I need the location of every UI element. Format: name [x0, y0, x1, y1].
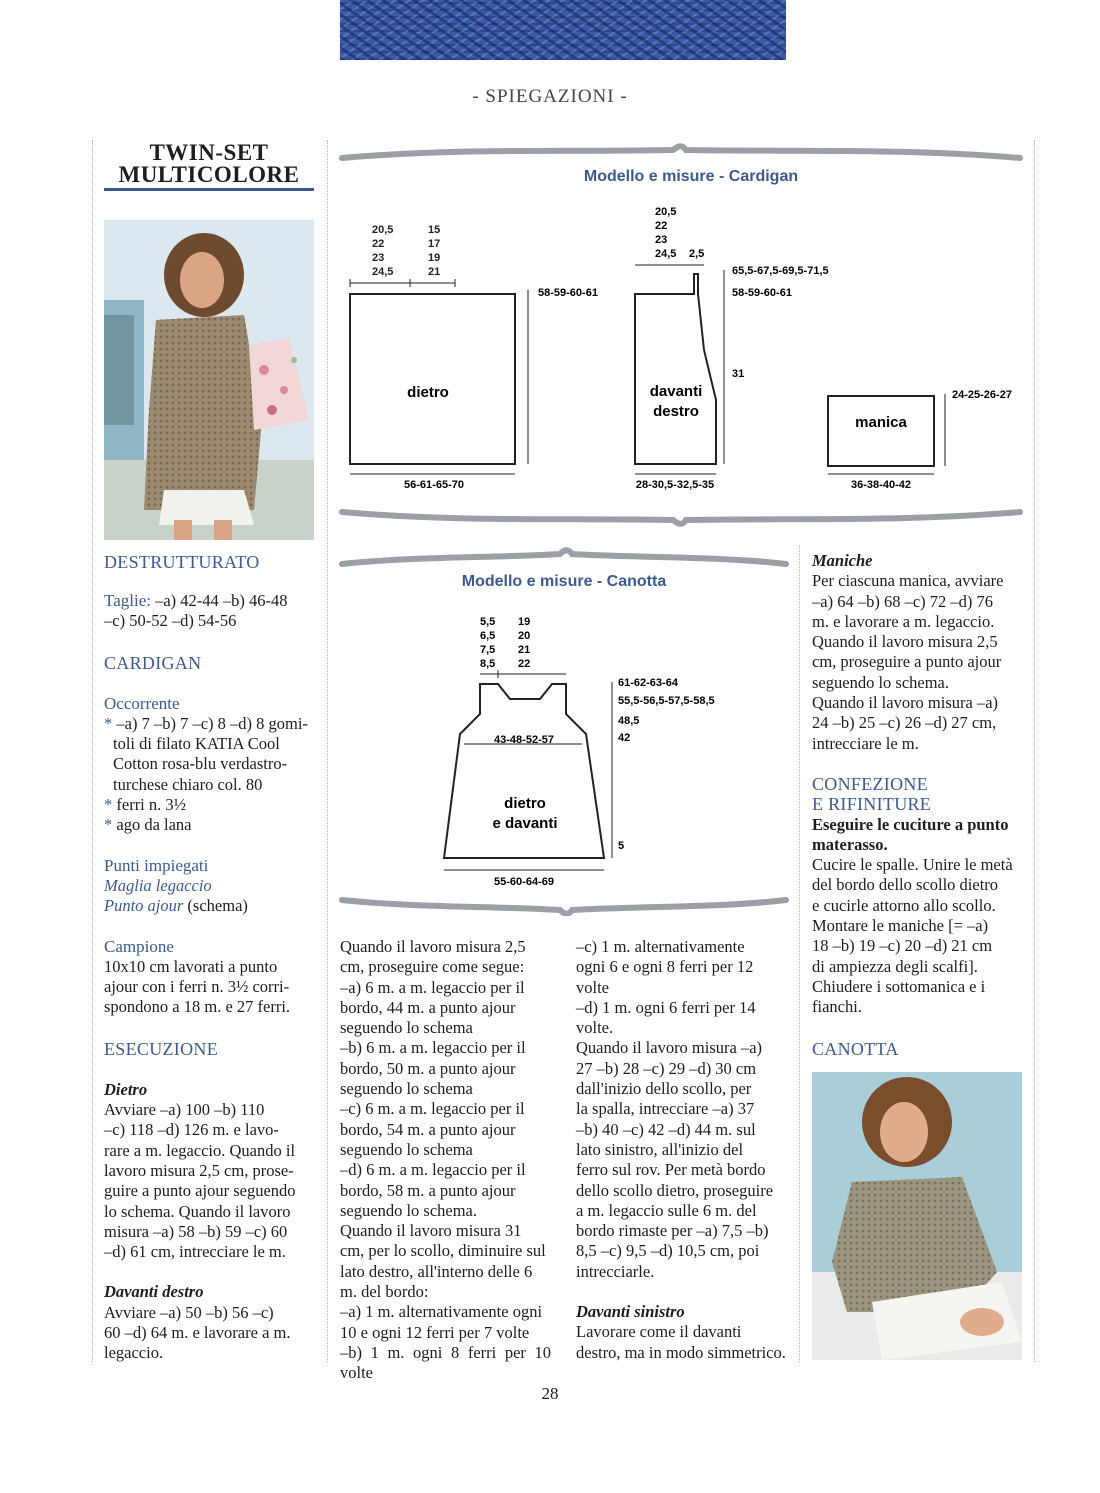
svg-text:28-30,5-32,5-35: 28-30,5-32,5-35: [635, 479, 715, 491]
svg-text:2,5: 2,5: [689, 248, 705, 260]
svg-text:58-59-60-61: 58-59-60-61: [538, 287, 598, 299]
sleeves-heading: Maniche: [812, 551, 873, 570]
svg-text:61-62-63-64: 61-62-63-64: [618, 677, 678, 689]
column-rule: [92, 140, 93, 1362]
canotta-photo: [812, 1072, 1022, 1360]
stitches-heading: Punti impiegati: [104, 855, 209, 875]
materials-heading: Occorrente: [104, 693, 180, 713]
svg-text:42: 42: [618, 732, 631, 744]
material-item: * ago da lana: [104, 815, 192, 835]
execution-heading: ESECUZIONE: [104, 1038, 218, 1059]
instructions-column-3: –c) 1 m. alternativamente ogni 6 e ogni 8 ferri per 12 volte –d) 1 m. ogni 6 ferri per 14 volte. Quando il lavoro misura –a) 27 –b) 28 –c) 29 –d) 30 cm dall'inizio dello scollo, per la spalla, intrecciare –a) 37 –b) 40 –c) 42 –d) 44 m. sul lato sinistro, all'inizio del ferro sul rov. Per metà bordo dello scollo dietro, proseguire a m. legaccio sulle 6 m. del bordo rimaste per –a) 7,5 –b) 8,5 –c) 9,5 –d) 10,5 cm, poi intrecciarle. Davanti sinistro Lavorare come il davanti destro, ma in modo simmetrico.: [576, 937, 786, 1362]
material-item: * ferri n. 3½: [104, 795, 187, 815]
stitch-item: Maglia legaccio: [104, 875, 212, 895]
svg-text:24-25-26-27: 24-25-26-27: [952, 389, 1012, 401]
svg-text:43-48-52-57: 43-48-52-57: [494, 734, 554, 746]
finishing-heading: CONFEZIONE: [812, 773, 928, 794]
svg-text:destro: destro: [653, 403, 699, 420]
svg-text:24,5: 24,5: [655, 248, 677, 260]
svg-text:davanti: davanti: [649, 383, 703, 400]
svg-text:36-38-40-42: 36-38-40-42: [851, 479, 911, 491]
left-front-heading: Davanti sinistro: [576, 1302, 685, 1322]
svg-text:65,5-67,5-69,5-71,5: 65,5-67,5-69,5-71,5: [732, 265, 829, 277]
canotta-diagram: [338, 544, 790, 916]
svg-text:31: 31: [732, 368, 745, 380]
instructions-column-2: Quando il lavoro misura 2,5 cm, proseguire come segue: –a) 6 m. a m. legaccio per il bordo, 44 m. a punto ajour seguendo lo schema –b) 6 m. a m. legaccio per il bordo, 50 m. a punto ajour seguendo lo schema –c) 6 m. a m. legaccio per il bordo, 54 m. a punto ajour seguendo lo schema –d) 6 m. a m. legaccio per il bordo, 58 m. a punto ajour seguendo lo schema. Quando il lavoro misura 31 cm, per lo scollo, diminuire sul lato destro, all'interno delle 6 m. del bordo: –a) 1 m. alternativamente ogni 10 e ogni 12 ferri per 7 volte –b) 1 m. ogni 8 ferri per 10 volte: [340, 937, 551, 1383]
svg-text:58-59-60-61: 58-59-60-61: [732, 287, 792, 299]
right-front-heading: Davanti destro: [104, 1282, 204, 1302]
svg-text:55-60-64-69: 55-60-64-69: [494, 876, 554, 888]
article-title: TWIN-SET MULTICOLORE: [118, 140, 300, 187]
svg-text:19: 19: [428, 252, 441, 264]
svg-text:5: 5: [618, 840, 625, 852]
svg-text:20,5: 20,5: [372, 224, 394, 236]
canotta-heading: CANOTTA: [812, 1038, 899, 1059]
diagram-title: Modello e misure - Cardigan: [583, 168, 799, 185]
svg-text:21: 21: [518, 644, 531, 656]
cardigan-diagram: [338, 140, 1024, 530]
right-column: Maniche Per ciascuna manica, avviare –a) 64 –b) 68 –c) 72 –d) 76 m. e lavorare a m. legaccio. Quando il lavoro misura 2,5 cm, proseguire a punto ajour seguendo lo schema. Quando il lavoro misura –a) 24 –b) 25 –c) 26 –d) 27 cm, intrecciare le m. CONFEZIONE E RIFINITURE Eseguire le cuciture a punto materasso. Cucire le spalle. Unire le metà del bordo dello scollo dietro e cucirle attorno allo scollo. Montare le maniche [= –a) 18 –b) 19 –c) 20 –d) 21 cm di ampiezza degli scalfi]. Chiudere i sottomanica e i fianchi. CANOTTA: [812, 551, 1024, 1060]
svg-text:55,5-56,5-57,5-58,5: 55,5-56,5-57,5-58,5: [618, 695, 715, 707]
cardigan-photo: [104, 220, 314, 540]
page-number: 28: [541, 1384, 559, 1403]
svg-text:8,5: 8,5: [480, 658, 496, 670]
column-rule: [799, 545, 800, 1362]
svg-text:manica: manica: [855, 414, 907, 431]
title-underline: [104, 188, 314, 191]
svg-text:56-61-65-70: 56-61-65-70: [404, 479, 464, 491]
svg-text:23: 23: [655, 234, 668, 246]
knit-texture-banner: [340, 0, 786, 60]
svg-text:22: 22: [372, 238, 385, 250]
svg-text:dietro: dietro: [504, 795, 546, 812]
svg-text:5,5: 5,5: [480, 616, 496, 628]
section-title: - SPIEGAZIONI -: [472, 86, 628, 107]
svg-text:17: 17: [428, 238, 441, 250]
svg-text:20,5: 20,5: [655, 206, 677, 218]
svg-text:6,5: 6,5: [480, 630, 496, 642]
column-rule: [327, 140, 328, 1362]
svg-text:dietro: dietro: [407, 384, 449, 401]
svg-text:19: 19: [518, 616, 531, 628]
svg-text:22: 22: [655, 220, 668, 232]
svg-text:15: 15: [428, 224, 441, 236]
svg-text:Modello e misure - Canotta: Modello e misure - Canotta: [461, 573, 667, 590]
style-heading: DESTRUTTURATO: [104, 552, 260, 572]
column-rule: [1034, 140, 1035, 1362]
svg-text:23: 23: [372, 252, 385, 264]
stitch-item: Punto ajour (schema): [104, 896, 248, 916]
left-column: DESTRUTTURATO Taglie: –a) 42-44 –b) 46-48 –c) 50-52 –d) 54-56 CARDIGAN Occorrente * –a) 7 –b) 7 –c) 8 –d) 8 gomi- toli di filato KATIA Cool Cotton rosa-blu verdastro- turchese chiaro col. 80 * ferri n. 3½ * ago da lana Punti impiegati Maglia legaccio Punto ajour (schema) Campione 10x10 cm lavorati a punto ajour con i ferri n. 3½ corri- spondono a 18 m. e 27 ferri. ESECUZIONE Dietro Avviare –a) 100 –b) 110 –c) 118 –d) 126 m. e lavo- rare a m. legaccio. Quando il lavoro misura 2,5 cm, prose- guire a punto ajour seguendo lo schema. Quando il lavoro misura –a) 58 –b) 59 –c) 60 –d) 61 cm, intrecciare le m. Davanti destro Avviare –a) 50 –b) 56 –c) 60 –d) 64 m. e lavorare a m. legaccio.: [104, 551, 316, 1364]
svg-text:21: 21: [428, 266, 441, 278]
cardigan-heading: CARDIGAN: [104, 652, 202, 673]
back-heading: Dietro: [104, 1079, 148, 1099]
svg-text:20: 20: [518, 630, 531, 642]
svg-text:e davanti: e davanti: [492, 815, 558, 832]
gauge-heading: Campione: [104, 936, 174, 956]
svg-text:24,5: 24,5: [372, 266, 394, 278]
sizes: Taglie: –a) 42-44 –b) 46-48: [104, 591, 288, 610]
svg-text:7,5: 7,5: [480, 644, 496, 656]
material-item: * –a) 7 –b) 7 –c) 8 –d) 8 gomi-: [104, 713, 308, 733]
svg-text:48,5: 48,5: [618, 715, 640, 727]
svg-text:22: 22: [518, 658, 531, 670]
